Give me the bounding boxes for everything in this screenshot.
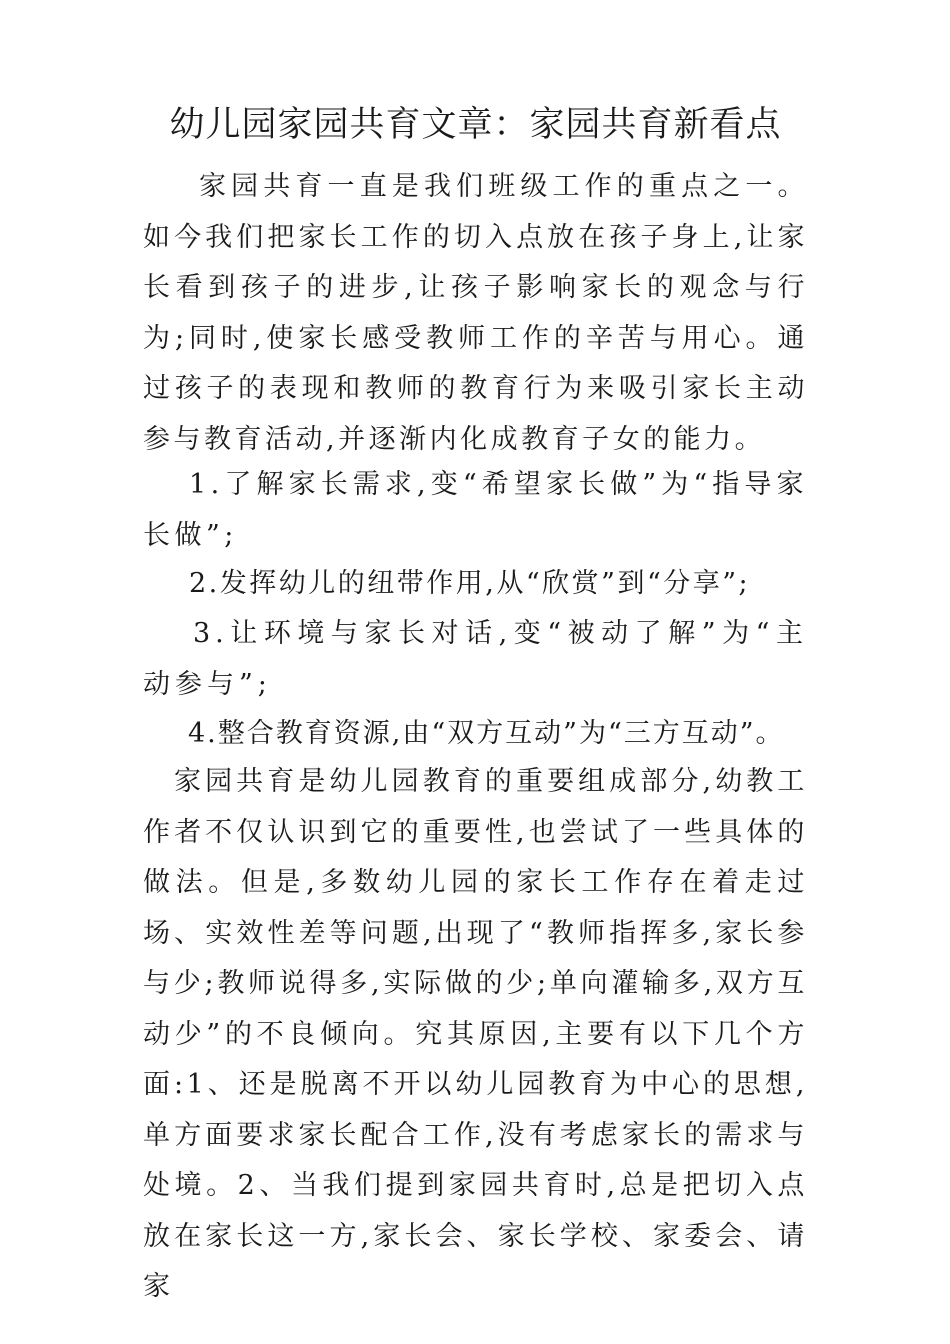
body-paragraph: 家园共育是幼儿园教育的重要组成部分,幼教工作者不仅认识到它的重要性,也尝试了一些具体的做法。但是,多数幼儿园的家长工作存在着走过场、实效性差等问题,出现了“教师指挥多,家长参与少;教师说得多,实际做的少;单向灌输多,双方互动少”的不良倾向。究其原因,主要有以下几个方面:1、还是脱离不开以幼儿园教育为中心的思想,单方面要求家长配合工作,没有考虑家长的需求与处境。2、当我们提到家园共育时,总是把切入点放在家长这一方,家长会、家长学校、家委会、请家 <box>143 766 808 1302</box>
list-item-1: 1.了解家长需求,变“希望家长做”为“指导家长做”; <box>143 469 808 551</box>
intro-paragraph: 家园共育一直是我们班级工作的重点之一。如今我们把家长工作的切入点放在孩子身上,让家长看到孩子的进步,让孩子影响家长的观念与行为;同时,使家长感受教师工作的辛苦与用心。通过孩子的表现和教师的教育行为来吸引家长主动参与教育活动,并逐渐内化成教育子女的能力。 <box>143 171 808 455</box>
list-item-4: 4.整合教育资源,由“双方互动”为“三方互动”。 <box>188 718 785 749</box>
list-item-3: 3.让环境与家长对话,变“被动了解”为“主动参与”; <box>143 618 808 700</box>
list-item-2: 2.发挥幼儿的纽带作用,从“欣赏”到“分享”; <box>189 568 751 599</box>
document-title: 幼儿园家园共育文章：家园共育新看点 <box>169 105 782 145</box>
